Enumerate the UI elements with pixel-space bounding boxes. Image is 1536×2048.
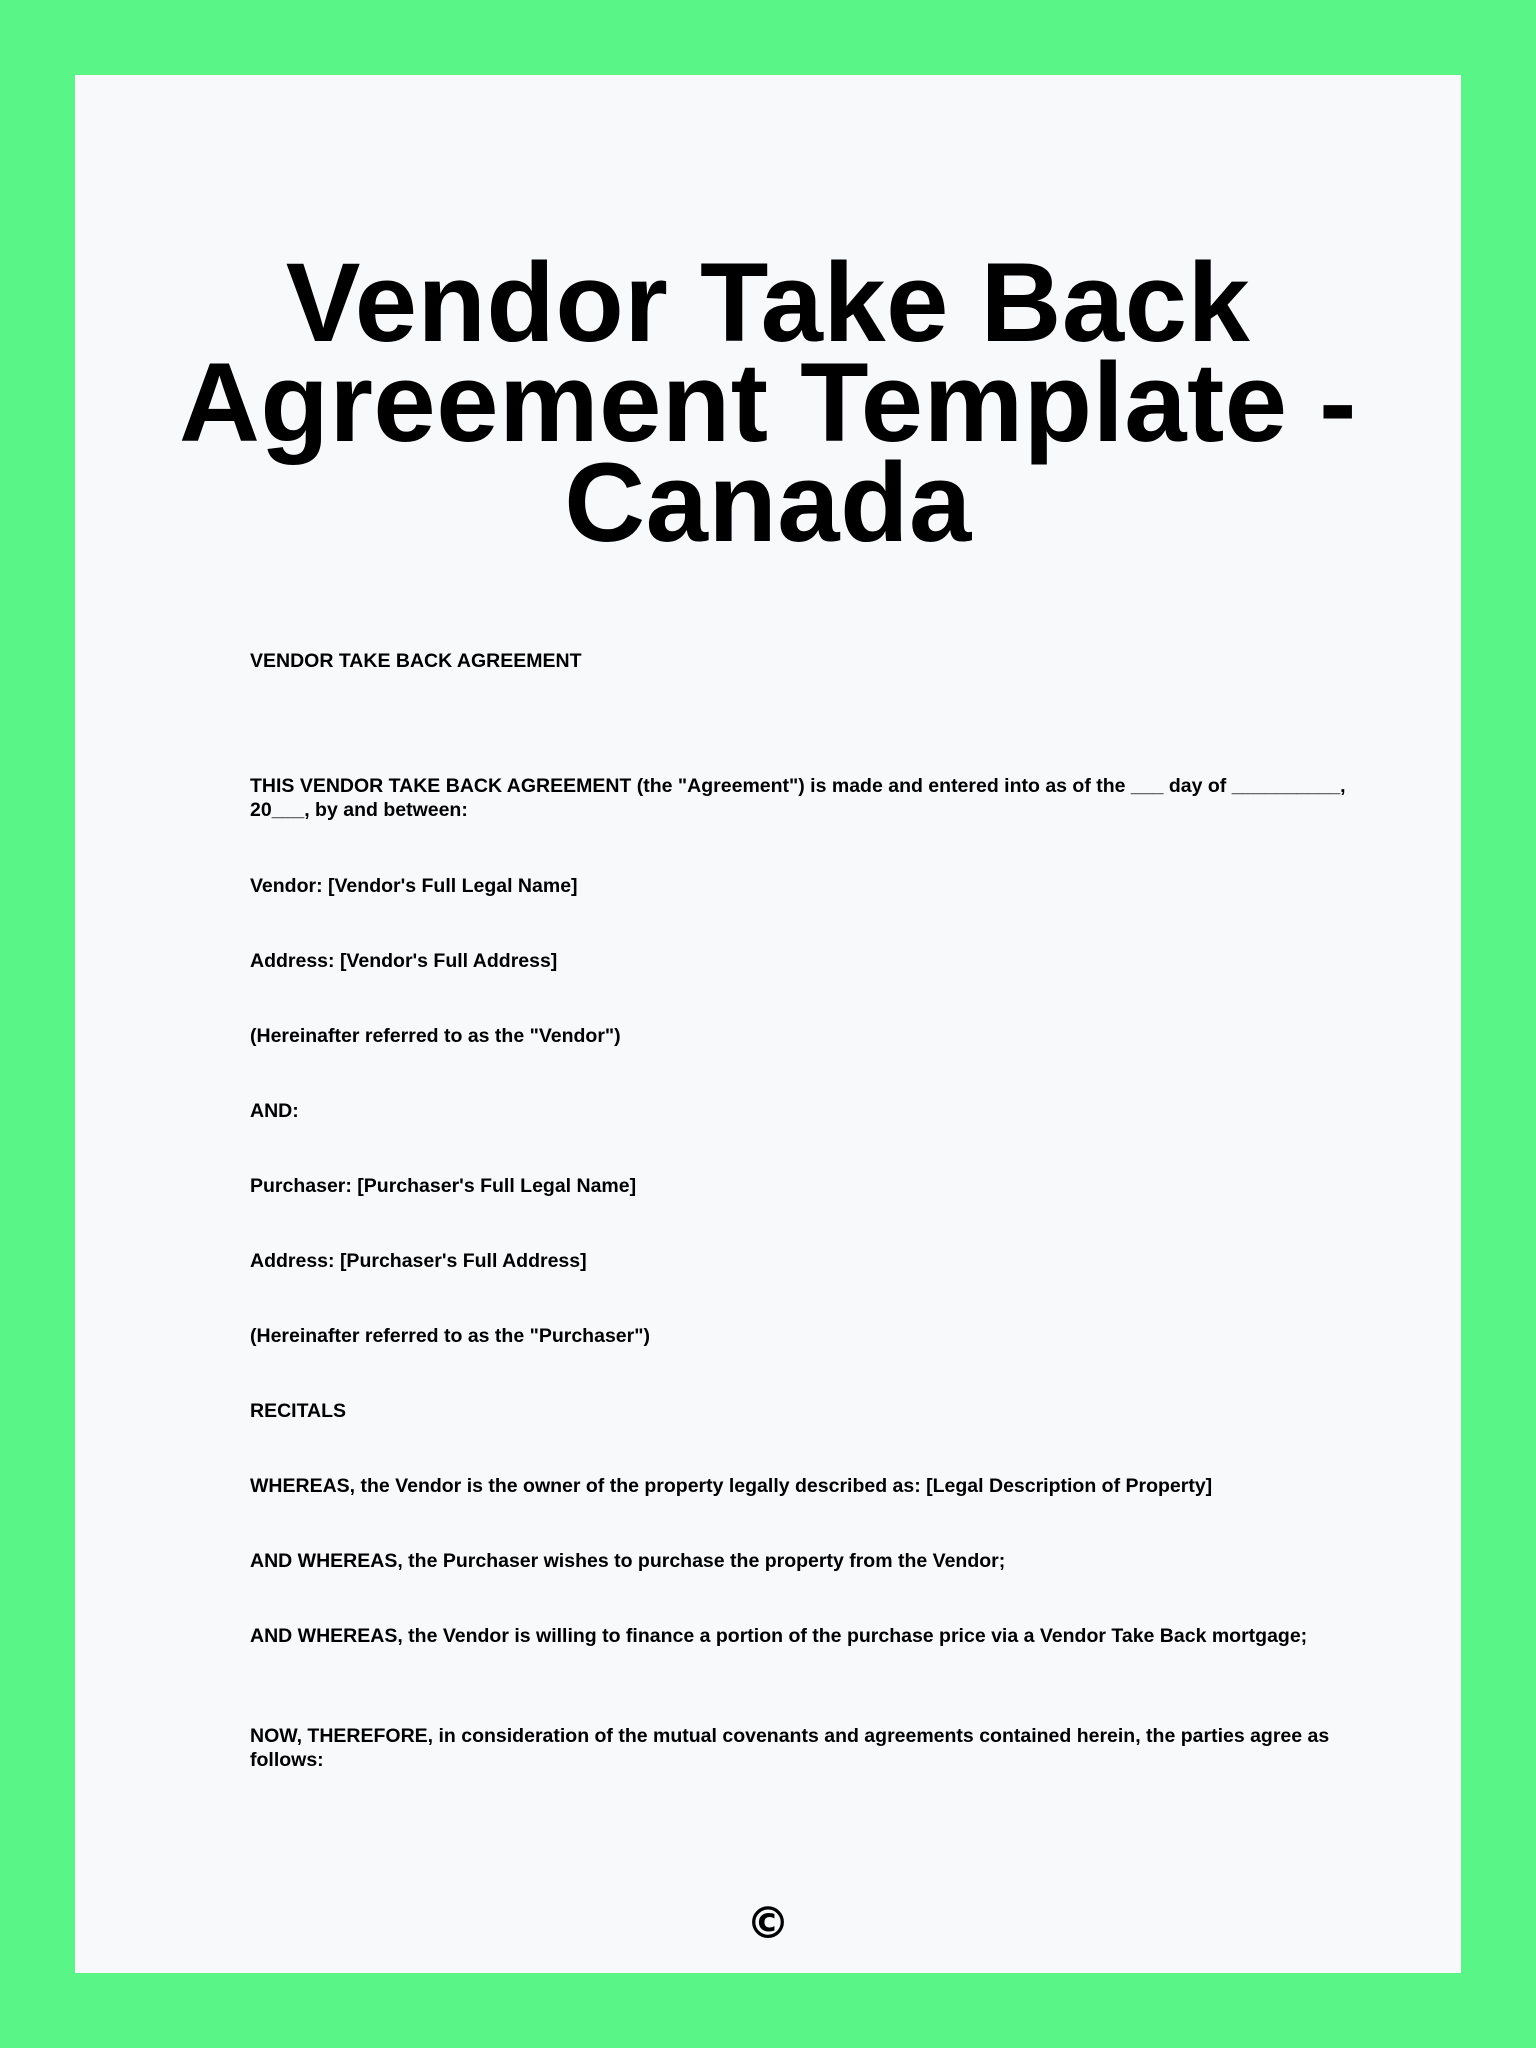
purchaser-name: Purchaser: [Purchaser's Full Legal Name] bbox=[250, 1175, 637, 1197]
copyright-icon: © bbox=[746, 1898, 790, 1949]
title-line-3: Canada bbox=[564, 440, 972, 565]
title-line-2: Agreement Template - bbox=[179, 340, 1357, 465]
recitals-heading: RECITALS bbox=[250, 1400, 347, 1422]
agreement-heading: VENDOR TAKE BACK AGREEMENT bbox=[250, 650, 582, 672]
purchaser-reference: (Hereinafter referred to as the "Purchaser") bbox=[250, 1325, 650, 1347]
title-line-1: Vendor Take Back bbox=[285, 240, 1251, 365]
whereas-clause-3: AND WHEREAS, the Vendor is willing to finance a portion of the purchase price via a Vendor Take Back mortgage; bbox=[250, 1625, 1308, 1647]
and-separator: AND: bbox=[250, 1100, 299, 1122]
document-page bbox=[75, 75, 1461, 1973]
document-title bbox=[75, 240, 1461, 565]
vendor-name: Vendor: [Vendor's Full Legal Name] bbox=[250, 875, 578, 897]
now-therefore-clause: NOW, THEREFORE, in consideration of the mutual covenants and agreements contained herein, the parties agree as follows: bbox=[250, 1725, 1330, 1771]
whereas-clause-2: AND WHEREAS, the Purchaser wishes to purchase the property from the Vendor; bbox=[250, 1550, 1006, 1572]
vendor-reference: (Hereinafter referred to as the "Vendor") bbox=[250, 1025, 621, 1047]
purchaser-address: Address: [Purchaser's Full Address] bbox=[250, 1250, 587, 1272]
whereas-clause-1: WHEREAS, the Vendor is the owner of the property legally described as: [Legal Description of Property] bbox=[250, 1475, 1213, 1497]
intro-paragraph: THIS VENDOR TAKE BACK AGREEMENT (the "Agreement") is made and entered into as of the ___ day of __________, 20___, by and between: bbox=[250, 775, 1346, 821]
vendor-address: Address: [Vendor's Full Address] bbox=[250, 950, 558, 972]
